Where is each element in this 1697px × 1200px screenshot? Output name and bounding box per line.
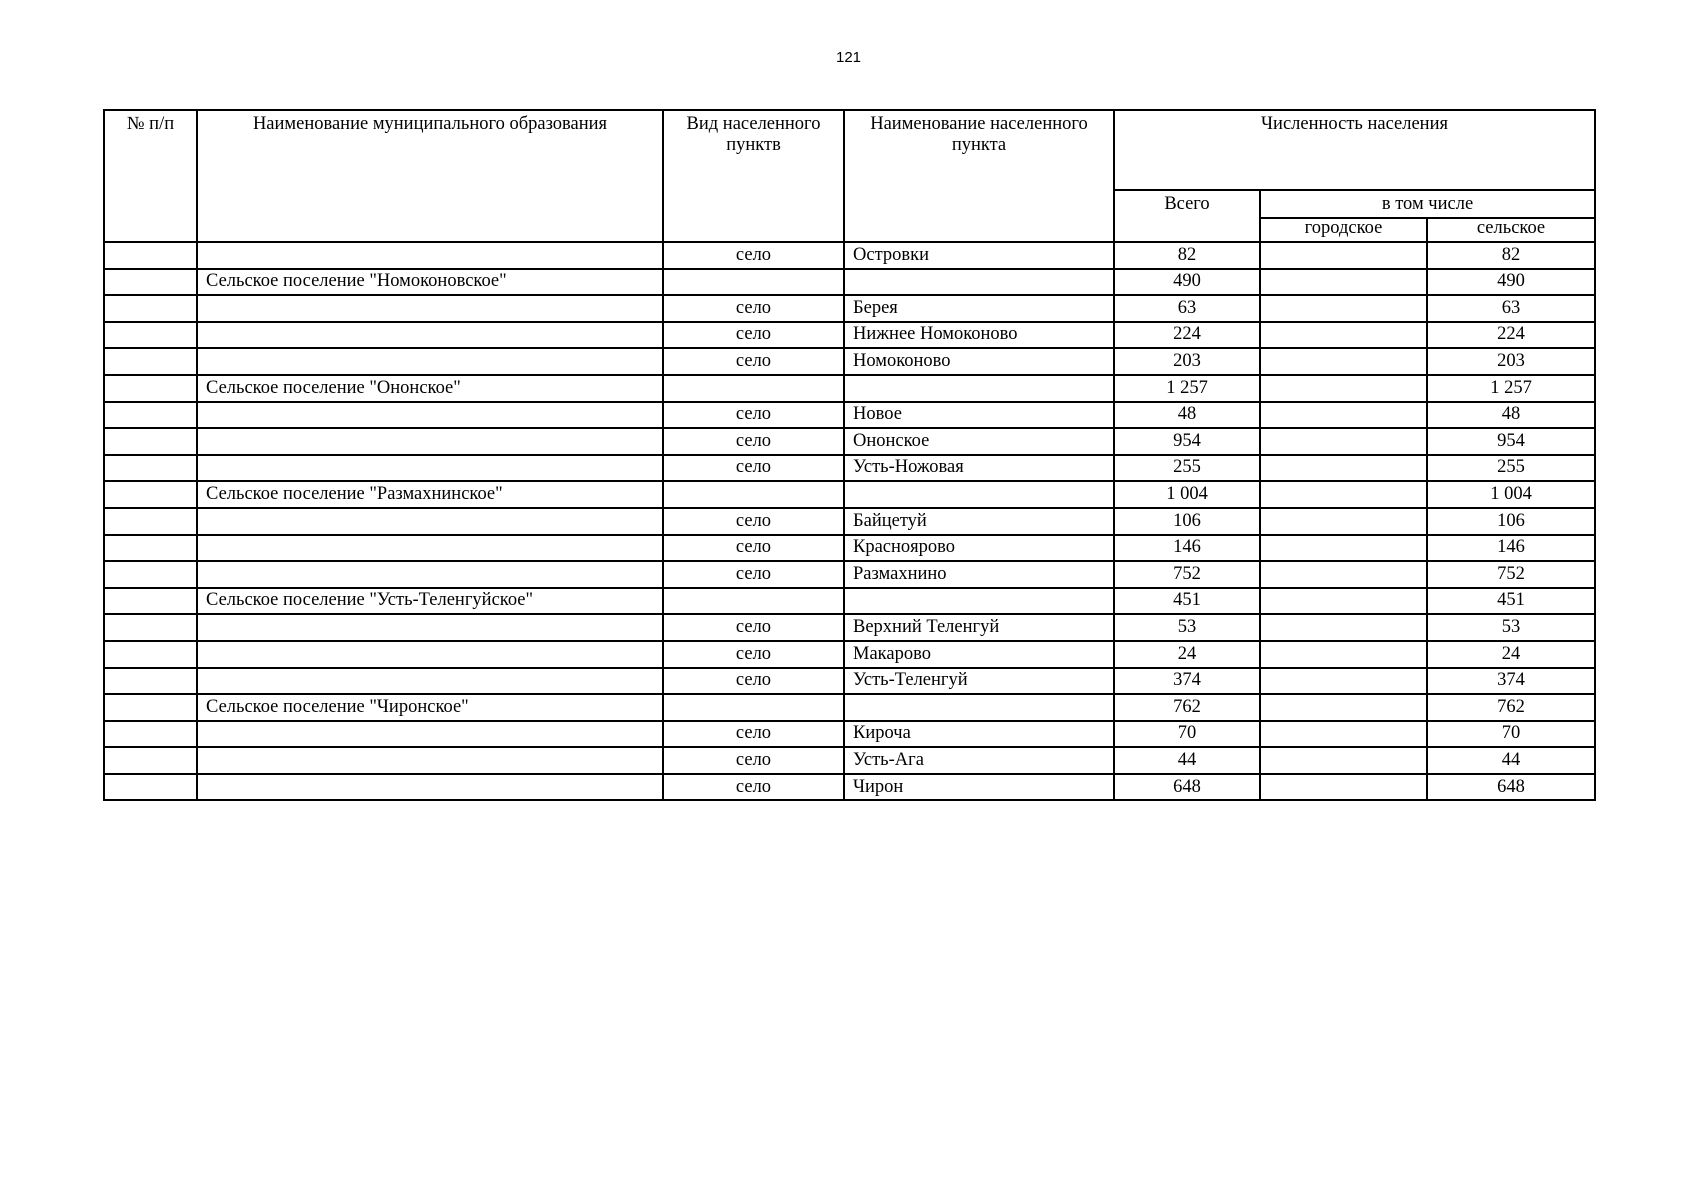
total-population-cell: 53 <box>1114 614 1260 641</box>
settlement-type-cell: село <box>663 641 844 668</box>
rural-population-cell: 224 <box>1427 322 1595 349</box>
row-number-cell <box>104 535 197 562</box>
settlement-name-cell <box>844 481 1114 508</box>
table-row <box>104 747 1595 774</box>
row-number-cell <box>104 747 197 774</box>
municipality-cell <box>197 535 663 562</box>
municipality-cell <box>197 322 663 349</box>
urban-population-cell <box>1260 535 1427 562</box>
settlement-type-cell: село <box>663 508 844 535</box>
settlement-type-cell <box>663 694 844 721</box>
settlement-type-cell <box>663 375 844 402</box>
total-population-cell: 648 <box>1114 774 1260 801</box>
municipality-cell <box>197 774 663 801</box>
municipality-cell <box>197 721 663 748</box>
urban-population-cell <box>1260 588 1427 615</box>
settlement-name-cell: Ононское <box>844 428 1114 455</box>
row-number-cell <box>104 428 197 455</box>
row-number-cell <box>104 774 197 801</box>
settlement-name-cell <box>844 588 1114 615</box>
urban-population-cell <box>1260 508 1427 535</box>
municipality-cell <box>197 508 663 535</box>
header-rural: сельское <box>1427 218 1595 242</box>
urban-population-cell <box>1260 747 1427 774</box>
rural-population-cell: 1 257 <box>1427 375 1595 402</box>
rural-population-cell: 106 <box>1427 508 1595 535</box>
table-row <box>104 269 1595 296</box>
total-population-cell: 44 <box>1114 747 1260 774</box>
municipality-cell: Сельское поселение "Усть-Теленгуйское" <box>197 588 663 615</box>
municipality-cell <box>197 561 663 588</box>
table-row <box>104 614 1595 641</box>
urban-population-cell <box>1260 242 1427 269</box>
settlement-type-cell <box>663 588 844 615</box>
table-row <box>104 641 1595 668</box>
municipality-cell: Сельское поселение "Номоконовское" <box>197 269 663 296</box>
settlement-name-cell <box>844 269 1114 296</box>
row-number-cell <box>104 295 197 322</box>
urban-population-cell <box>1260 481 1427 508</box>
header-num: № п/п <box>104 110 197 242</box>
row-number-cell <box>104 668 197 695</box>
municipality-cell <box>197 614 663 641</box>
urban-population-cell <box>1260 322 1427 349</box>
settlement-type-cell: село <box>663 614 844 641</box>
table-row <box>104 295 1595 322</box>
table-row <box>104 428 1595 455</box>
header-municipality: Наименование муниципального образования <box>197 110 663 242</box>
rural-population-cell: 82 <box>1427 242 1595 269</box>
municipality-cell <box>197 455 663 482</box>
rural-population-cell: 70 <box>1427 721 1595 748</box>
settlement-name-cell: Байцетуй <box>844 508 1114 535</box>
table-row <box>104 375 1595 402</box>
table-row <box>104 481 1595 508</box>
urban-population-cell <box>1260 402 1427 429</box>
rural-population-cell: 762 <box>1427 694 1595 721</box>
total-population-cell: 48 <box>1114 402 1260 429</box>
settlement-name-cell: Краснoярово <box>844 535 1114 562</box>
settlement-type-cell: село <box>663 721 844 748</box>
row-number-cell <box>104 721 197 748</box>
total-population-cell: 203 <box>1114 348 1260 375</box>
header-urban: городское <box>1260 218 1427 242</box>
rural-population-cell: 648 <box>1427 774 1595 801</box>
urban-population-cell <box>1260 614 1427 641</box>
row-number-cell <box>104 481 197 508</box>
municipality-cell: Сельское поселение "Чиронское" <box>197 694 663 721</box>
settlement-type-cell: село <box>663 295 844 322</box>
urban-population-cell <box>1260 694 1427 721</box>
municipality-cell: Сельское поселение "Размахнинское" <box>197 481 663 508</box>
table-row <box>104 402 1595 429</box>
table-row <box>104 535 1595 562</box>
municipality-cell <box>197 348 663 375</box>
header-settlement-type: Вид населенного пунктв <box>663 110 844 242</box>
municipality-cell <box>197 668 663 695</box>
total-population-cell: 752 <box>1114 561 1260 588</box>
total-population-cell: 63 <box>1114 295 1260 322</box>
total-population-cell: 762 <box>1114 694 1260 721</box>
settlement-name-cell: Номоконово <box>844 348 1114 375</box>
municipality-cell <box>197 295 663 322</box>
settlement-name-cell: Размахнино <box>844 561 1114 588</box>
row-number-cell <box>104 402 197 429</box>
row-number-cell <box>104 269 197 296</box>
rural-population-cell: 48 <box>1427 402 1595 429</box>
header-total: Всего <box>1114 190 1260 242</box>
table-row <box>104 561 1595 588</box>
total-population-cell: 1 004 <box>1114 481 1260 508</box>
urban-population-cell <box>1260 721 1427 748</box>
settlement-type-cell: село <box>663 455 844 482</box>
table-row <box>104 242 1595 269</box>
header-population: Численность населения <box>1114 110 1595 190</box>
total-population-cell: 374 <box>1114 668 1260 695</box>
table-body <box>104 242 1595 800</box>
municipality-cell: Сельское поселение "Ононское" <box>197 375 663 402</box>
header-including: в том числе <box>1260 190 1595 218</box>
municipality-cell <box>197 641 663 668</box>
table-row <box>104 774 1595 801</box>
urban-population-cell <box>1260 774 1427 801</box>
rural-population-cell: 146 <box>1427 535 1595 562</box>
municipality-cell <box>197 242 663 269</box>
table-row <box>104 455 1595 482</box>
rural-population-cell: 490 <box>1427 269 1595 296</box>
urban-population-cell <box>1260 348 1427 375</box>
municipality-cell <box>197 747 663 774</box>
settlement-name-cell: Верхний Теленгуй <box>844 614 1114 641</box>
table-row <box>104 694 1595 721</box>
settlement-name-cell <box>844 694 1114 721</box>
urban-population-cell <box>1260 428 1427 455</box>
settlement-name-cell: Кироча <box>844 721 1114 748</box>
row-number-cell <box>104 508 197 535</box>
settlement-type-cell: село <box>663 322 844 349</box>
urban-population-cell <box>1260 455 1427 482</box>
total-population-cell: 255 <box>1114 455 1260 482</box>
row-number-cell <box>104 375 197 402</box>
row-number-cell <box>104 561 197 588</box>
row-number-cell <box>104 614 197 641</box>
total-population-cell: 106 <box>1114 508 1260 535</box>
total-population-cell: 24 <box>1114 641 1260 668</box>
settlement-type-cell: село <box>663 668 844 695</box>
population-table <box>103 109 1596 801</box>
settlement-type-cell: село <box>663 242 844 269</box>
total-population-cell: 490 <box>1114 269 1260 296</box>
municipality-cell <box>197 402 663 429</box>
urban-population-cell <box>1260 561 1427 588</box>
rural-population-cell: 1 004 <box>1427 481 1595 508</box>
row-number-cell <box>104 348 197 375</box>
total-population-cell: 82 <box>1114 242 1260 269</box>
settlement-name-cell: Берея <box>844 295 1114 322</box>
header-settlement-name: Наименование населенного пункта <box>844 110 1114 242</box>
table-row <box>104 668 1595 695</box>
settlement-type-cell: село <box>663 774 844 801</box>
settlement-name-cell: Макарово <box>844 641 1114 668</box>
settlement-name-cell: Усть-Теленгуй <box>844 668 1114 695</box>
table-row <box>104 508 1595 535</box>
settlement-type-cell: село <box>663 402 844 429</box>
rural-population-cell: 954 <box>1427 428 1595 455</box>
row-number-cell <box>104 455 197 482</box>
rural-population-cell: 44 <box>1427 747 1595 774</box>
row-number-cell <box>104 641 197 668</box>
total-population-cell: 1 257 <box>1114 375 1260 402</box>
table-row <box>104 588 1595 615</box>
page-number: 121 <box>835 49 862 66</box>
settlement-type-cell: село <box>663 561 844 588</box>
settlement-type-cell <box>663 481 844 508</box>
municipality-cell <box>197 428 663 455</box>
rural-population-cell: 24 <box>1427 641 1595 668</box>
row-number-cell <box>104 322 197 349</box>
settlement-name-cell <box>844 375 1114 402</box>
settlement-name-cell: Новое <box>844 402 1114 429</box>
total-population-cell: 224 <box>1114 322 1260 349</box>
settlement-type-cell: село <box>663 348 844 375</box>
rural-population-cell: 451 <box>1427 588 1595 615</box>
settlement-type-cell: село <box>663 747 844 774</box>
table-row <box>104 721 1595 748</box>
rural-population-cell: 374 <box>1427 668 1595 695</box>
urban-population-cell <box>1260 295 1427 322</box>
urban-population-cell <box>1260 269 1427 296</box>
settlement-name-cell: Чирон <box>844 774 1114 801</box>
total-population-cell: 451 <box>1114 588 1260 615</box>
settlement-type-cell <box>663 269 844 296</box>
row-number-cell <box>104 694 197 721</box>
settlement-name-cell: Нижнее Номоконово <box>844 322 1114 349</box>
table-header <box>104 110 1595 242</box>
rural-population-cell: 53 <box>1427 614 1595 641</box>
row-number-cell <box>104 242 197 269</box>
rural-population-cell: 203 <box>1427 348 1595 375</box>
rural-population-cell: 63 <box>1427 295 1595 322</box>
total-population-cell: 70 <box>1114 721 1260 748</box>
settlement-name-cell: Усть-Ага <box>844 747 1114 774</box>
total-population-cell: 146 <box>1114 535 1260 562</box>
total-population-cell: 954 <box>1114 428 1260 455</box>
settlement-type-cell: село <box>663 535 844 562</box>
table-row <box>104 322 1595 349</box>
urban-population-cell <box>1260 375 1427 402</box>
settlement-name-cell: Островки <box>844 242 1114 269</box>
settlement-type-cell: село <box>663 428 844 455</box>
row-number-cell <box>104 588 197 615</box>
rural-population-cell: 255 <box>1427 455 1595 482</box>
urban-population-cell <box>1260 668 1427 695</box>
urban-population-cell <box>1260 641 1427 668</box>
table-row <box>104 348 1595 375</box>
settlement-name-cell: Усть-Ножовая <box>844 455 1114 482</box>
rural-population-cell: 752 <box>1427 561 1595 588</box>
